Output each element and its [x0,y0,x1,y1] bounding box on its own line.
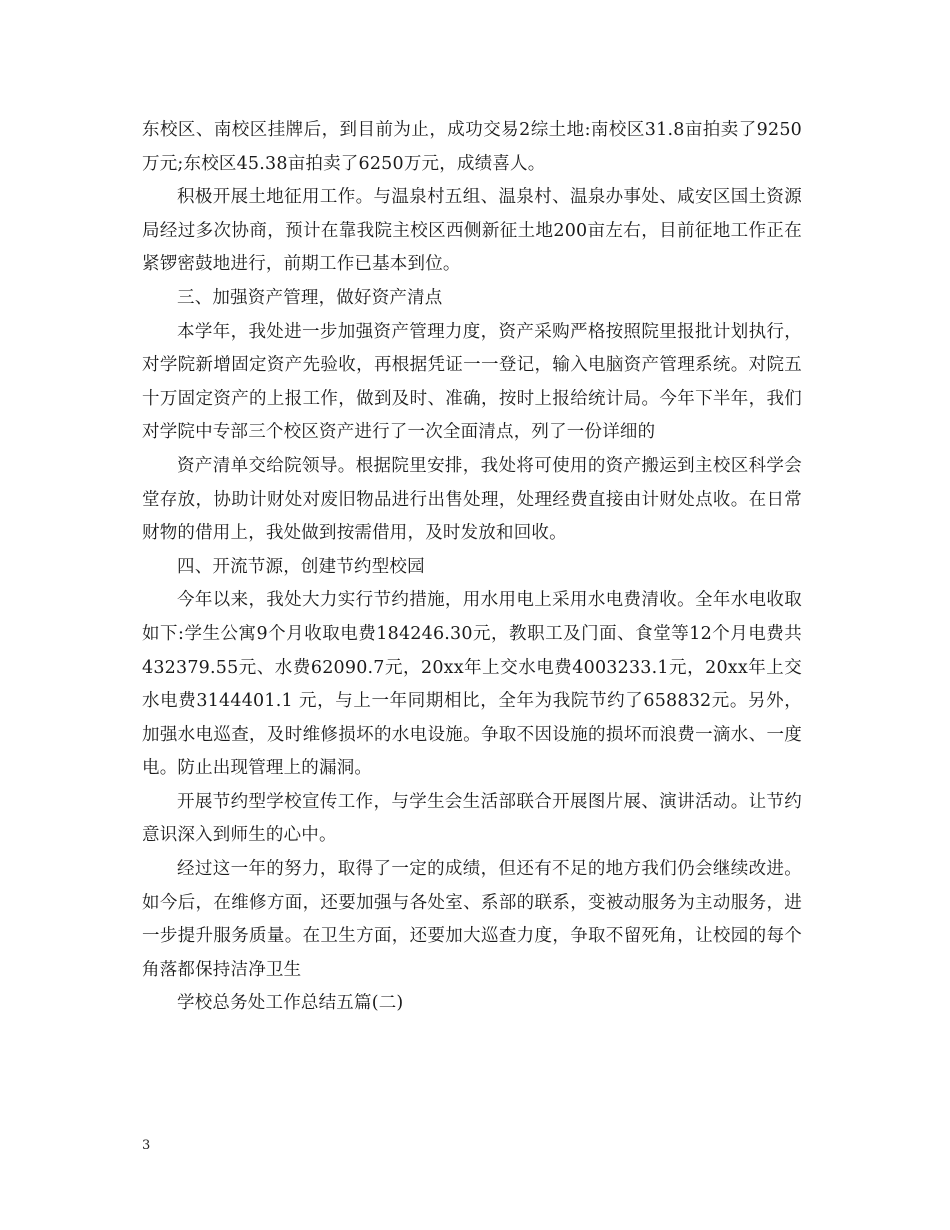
paragraph-land-transaction: 东校区、南校区挂牌后，到目前为止，成功交易2综土地:南校区31.8亩拍卖了9250万元;东校区45.38亩拍卖了6250万元，成绩喜人。 [142,120,802,174]
paragraph-conclusion: 经过这一年的努力，取得了一定的成绩，但还有不足的地方我们仍会继续改进。如今后，在维修方面，还要加强与各处室、系部的联系，变被动服务为主动服务，进一步提升服务质量。在卫生方面，还要加大巡查力度，争取不留死角，让校园的每个角落都保持洁净卫生 [142,859,802,980]
document-body [142,114,802,1021]
paragraph-utility-savings: 今年以来，我处大力实行节约措施，用水用电上采用水电费清收。全年水电收取如下:学生公寓9个月收取电费184246.30元，教职工及门面、食堂等12个月电费共432379.55元、水费62090.7元，20xx年上交水电费4003233.1元，20xx年上交水电费3144401.1 元，与上一年同期相比，全年为我院节约了658832元。另外，加强水电巡查，及时维修损坏的水电设施。争取不因设施的损坏而浪费一滴水、一度电。防止出现管理上的漏洞。 [142,590,802,779]
paragraph-asset-inventory: 资产清单交给院领导。根据院里安排，我处将可使用的资产搬运到主校区科学会堂存放，协助计财处对废旧物品进行出售处理，处理经费直接由计财处点收。在日常财物的借用上，我处做到按需借用，及时发放和回收。 [142,455,802,544]
page-number: 3 [142,1138,151,1153]
paragraph-asset-management: 本学年，我处进一步加强资产管理力度，资产采购严格按照院里报批计划执行，对学院新增固定资产先验收，再根据凭证一一登记，输入电脑资产管理系统。对院五十万固定资产的上报工作，做到及时、准确，按时上报给统计局。今年下半年，我们对学院中专部三个校区资产进行了一次全面清点，列了一份详细的 [142,321,802,443]
paragraph-land-acquisition: 积极开展土地征用工作。与温泉村五组、温泉村、温泉办事处、咸安区国土资源局经过多次协商，预计在靠我院主校区西侧新征土地200亩左右，目前征地工作正在紧锣密鼓地进行，前期工作已基本到位。 [142,187,802,275]
next-section-title: 学校总务处工作总结五篇(二) [177,993,404,1014]
paragraph-saving-promotion: 开展节约型学校宣传工作，与学生会生活部联合开展图片展、演讲活动。让节约意识深入到师生的心中。 [142,791,802,846]
section-heading-saving-campus: 四、开流节源，创建节约型校园 [177,556,425,577]
section-heading-asset-management: 三、加强资产管理，做好资产清点 [177,287,443,308]
